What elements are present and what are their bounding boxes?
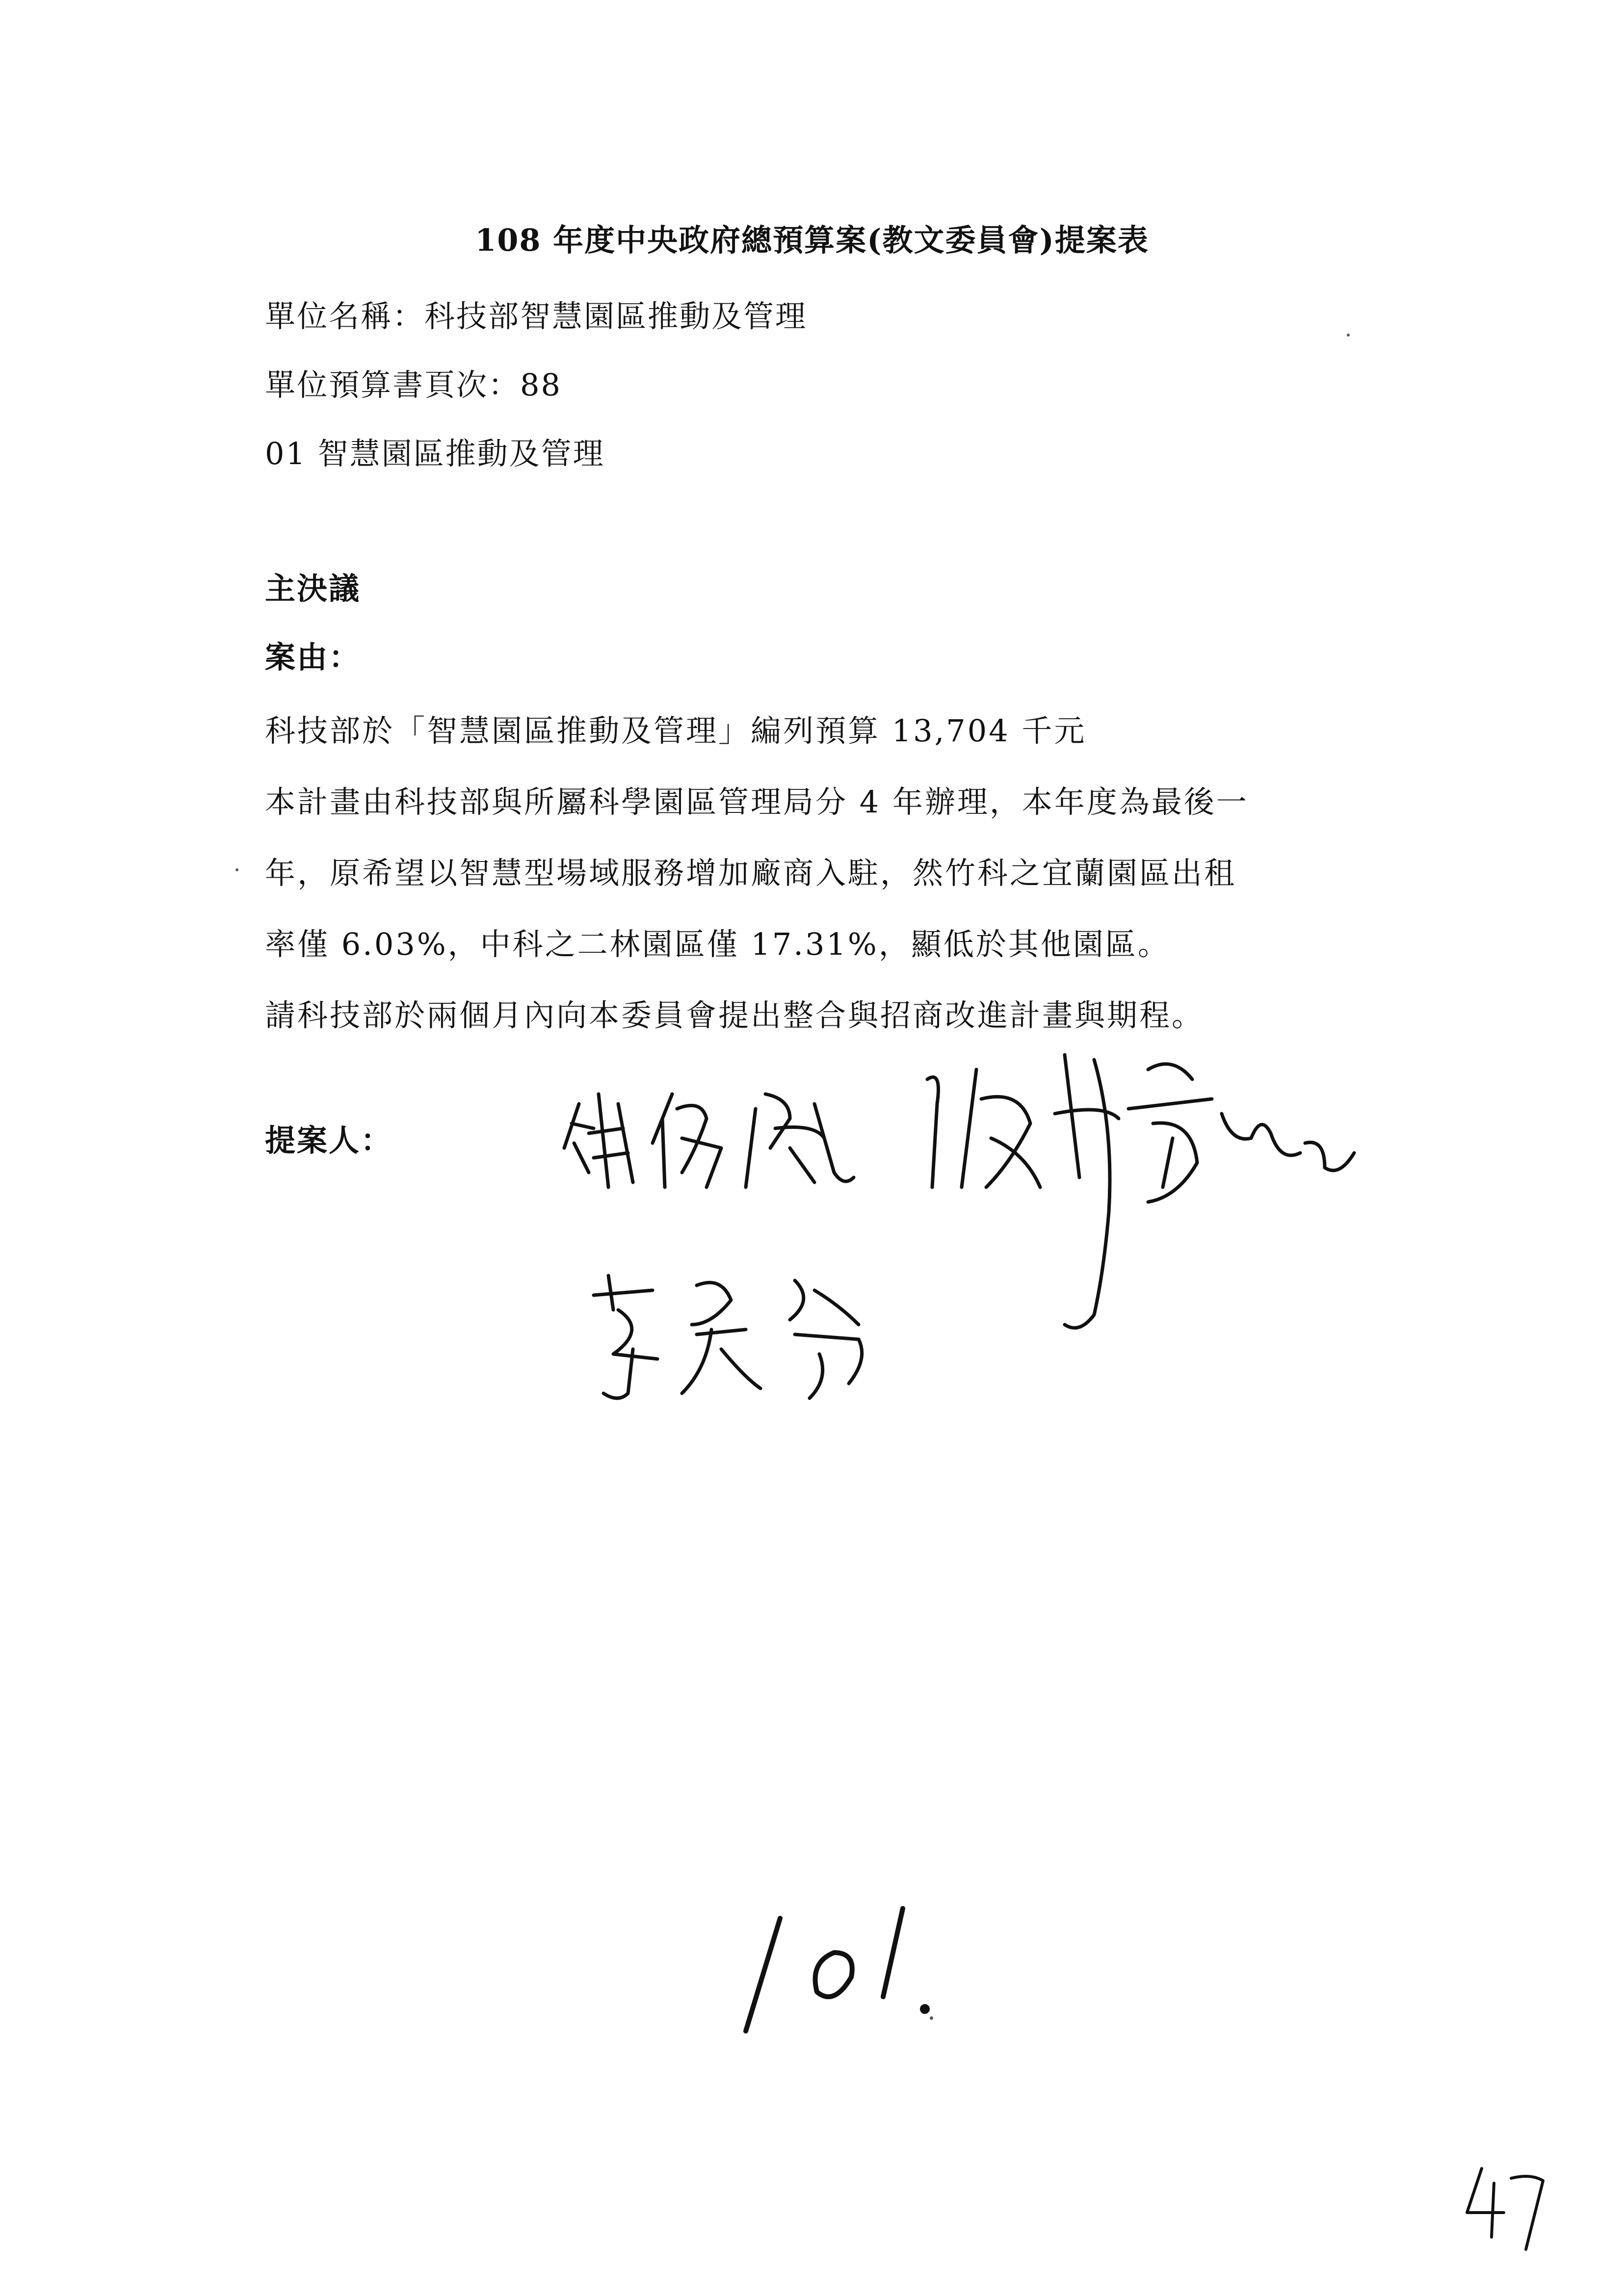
item-heading: 01 智慧園區推動及管理 [265,436,605,471]
paragraph-line: 請科技部於兩個月內向本委員會提出整合與招商改進計畫與期程。 [265,997,1205,1033]
paragraph-line: 科技部於「智慧園區推動及管理」編列預算 13,704 千元 [265,713,1087,749]
unit-name: 單位名稱：科技部智慧園區推動及管理 [265,298,808,334]
document-title: 108 年度中央政府總預算案(教文委員會)提案表 [475,222,1149,258]
scan-speck [236,868,238,871]
scan-speck [1347,334,1350,337]
scan-speck [930,2016,933,2020]
proposer-label: 提案人： [265,1122,393,1158]
main-resolution-heading: 主決議 [265,571,361,606]
handwritten-page-number [736,1899,962,2046]
paragraph-line: 率僅 6.03%，中科之二林園區僅 17.31%，顯低於其他園區。 [265,926,1170,962]
handwritten-corner-number [1457,2159,1555,2257]
paragraph-line: 年，原希望以智慧型場域服務增加廠商入駐，然竹科之宜蘭園區出租 [265,855,1237,891]
paragraph-line: 本計畫由科技部與所屬科學園區管理局分 4 年辦理，本年度為最後一 [265,784,1249,820]
budget-page: 單位預算書頁次：88 [265,367,562,403]
signature-1 [559,1074,864,1202]
reason-label: 案由： [265,639,361,675]
signature-2 [917,1040,1388,1344]
signature-3 [584,1256,888,1403]
